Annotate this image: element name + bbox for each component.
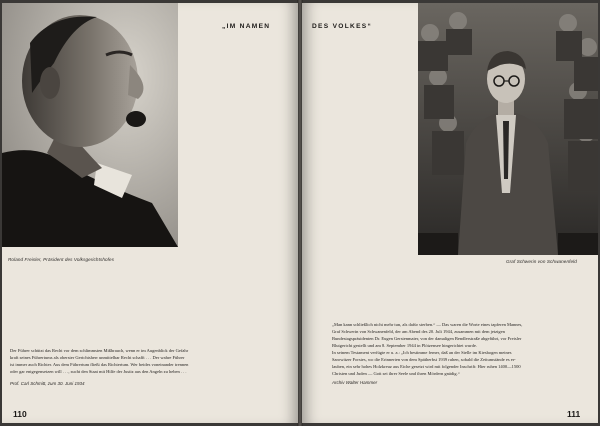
text-line: kraft seines Führertums als oberster Gerichtsherr unmittelbar Recht schafft . . . Der wahre Führer: [10, 355, 185, 360]
spread-title-right: DES VOLKES“: [312, 23, 373, 30]
right-page-number: 111: [567, 409, 581, 419]
right-attribution: Archiv Walter Hammer: [332, 380, 378, 385]
text-line: lauben, ein sehr hohes Holzkreuz aus Eiche gesetzt wird mit folgender Inschrift: Hier ruhen 1400—1500: [332, 364, 521, 369]
right-page: [302, 3, 598, 423]
text-line: Bundestagspräsidenten Dr. Eugen Gerstenmaier, von der damaligen Bendlerstraße abgeführt, vor Freisler: [332, 336, 522, 341]
right-photo-caption: Graf Schwerin von Schwanenfeld: [506, 259, 577, 264]
schwerin-photo: [418, 3, 598, 255]
right-body-text: [332, 321, 522, 377]
left-attribution: Prof. Carl Schmitt, zum 30. Juni 1934: [10, 381, 85, 386]
schwerin-photo-graphic: [418, 3, 598, 255]
freisler-photo-graphic: [2, 3, 178, 247]
left-page-number: 110: [13, 409, 27, 419]
spread-title-left: „IM NAMEN: [222, 23, 271, 30]
freisler-photo: [2, 3, 178, 247]
text-line: Graf Schwerin von Schwanenfeld, der am Abend des 20. Juli 1944, zusammen mit dem jetzigen: [332, 329, 505, 334]
text-line: Christen und Juden — Gott sei ihrer Seele und ihren Mördern gnädig.“: [332, 371, 460, 376]
text-line: In seinem Testament verfügte er u. a.: „Ich bestimme ferner, daß an der Stelle im Kiesbogen meines: [332, 350, 512, 355]
text-line: ist immer auch Richter. Aus dem Führertum fließt das Richtertum. Wer beides voneinander trennen: [10, 362, 189, 367]
text-line: Der Führer schützt das Recht vor dem schlimmsten Mißbrauch, wenn er im Augenblick der Gefahr: [10, 348, 189, 353]
left-photo-caption: Roland Freisler, Präsident des Volksgerichtshofes: [8, 257, 115, 262]
text-line: „Man kann schließlich nicht mehr tun, als dafür sterben.“ — Das waren die Worte eines tapferen Mannes,: [332, 322, 523, 327]
left-body-text: [10, 347, 188, 375]
left-page: [2, 3, 298, 423]
text-line: oder gar entgegensetzen will . . ., sucht den Staat mit Hilfe der Justiz aus den Angeln zu heben . . .: [10, 369, 187, 374]
text-line: Blutgericht gestellt und am 8. September 1944 in Plötzensee hingerichtet wurde.: [332, 343, 477, 348]
text-line: Sarowitzer Forstes, wo die Erinnerten von dem Spätherbst 1939 ruhen, sobald die Zeitumstände es er-: [332, 357, 516, 362]
